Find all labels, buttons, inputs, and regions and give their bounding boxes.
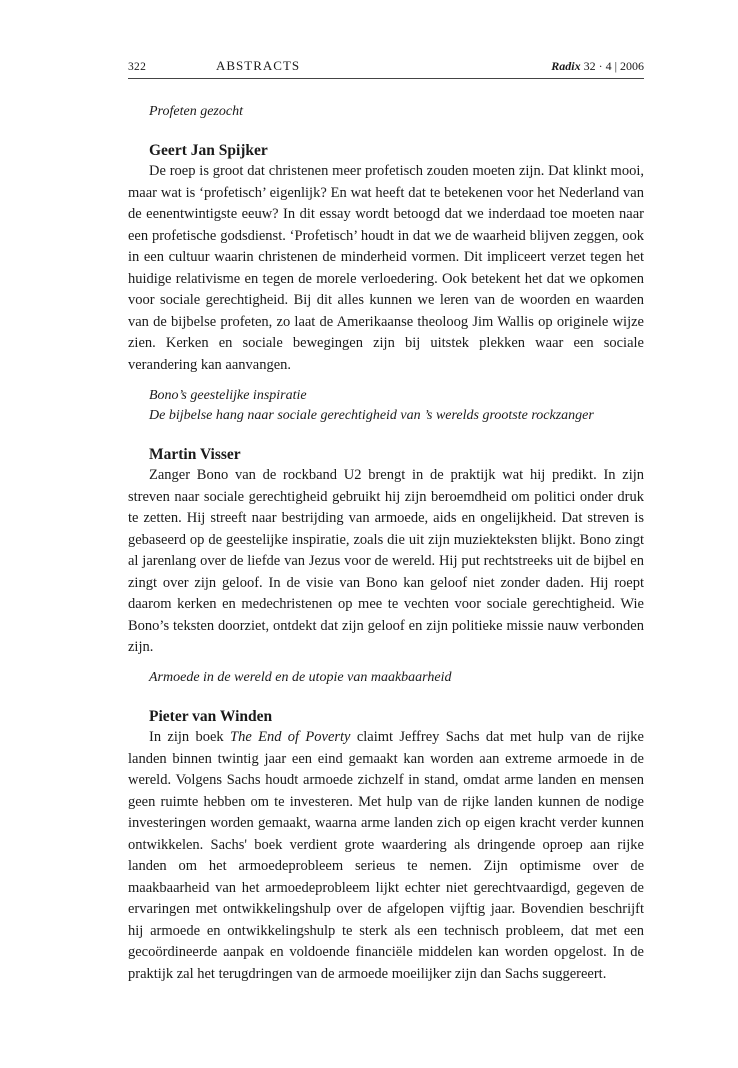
page	[128, 56, 644, 982]
book-title: The End of Poverty	[230, 729, 351, 745]
abstract-author: Martin Visser	[149, 446, 241, 463]
body-text-start: In zijn boek	[149, 729, 231, 745]
abstract-body	[128, 727, 644, 985]
section-title: ABSTRACTS	[216, 58, 301, 73]
abstract-spijker	[128, 102, 644, 376]
body-text-end: claimt Jeffrey Sachs dat met hulp van de rijke landen binnen twintig jaar een eind gemaakt kan worden aan extreme armoede in de wereld. Volgens Sachs houdt armoede zichzelf in stand, omdat arme landen en mensen geen ruimte hebben om te investeren. Met hulp van de rijke landen kunnen de nodige investeringen worden gemaakt, waarna arme landen zich op eigen kracht verder kunnen ontwikkelen. Sachs' boek verdient grote waardering als dringende oproep aan rijke landen om het armoedeprobleem serieus te nemen. Zijn optimisme over de maakbaarheid van het armoedeprobleem lijkt echter niet gerechtvaardigd, gegeven de ervaringen met ontwikkelingshulp over de afgelopen vijftig jaar. Bovendien beschrijft hij armoede en ontwikkelingshulp te sterk als een technisch probleem, dat met een gecoördineerde aanpak en voldoende financiële middelen kan worden opgelost. In de praktijk zal het terugdringen van de armoede moeilijker zijn dan Sachs suggereert.	[128, 729, 644, 982]
abstract-visser	[128, 386, 644, 659]
abstract-van-winden	[128, 668, 644, 985]
abstract-author: Pieter van Winden	[149, 708, 273, 725]
journal-reference	[551, 56, 644, 76]
running-header	[128, 56, 644, 79]
abstract-body: Zanger Bono van de rockband U2 brengt in de praktijk wat hij predikt. In zijn streven naar sociale gerechtigheid gebruikt hij zijn beroemdheid om politici onder druk te zetten. Hij streeft naar bestrijding van armoede, aids en ongelijkheid. Dat streven is gebaseerd op de geestelijke inspiratie, zoals die uit zijn muziekteksten blijkt. Bono zingt al jarenlang over de liefde van Jezus voor de wereld. Hij put rechtstreeks uit de bijbel en zingt over zijn geloof. In de visie van Bono kan geloof niet zonder daden. Hij roept daarom kerken en medechristenen op mee te vechten voor sociale gerechtigheid. Wie Bono’s teksten doorziet, ontdekt dat zijn geloof en zijn politieke missie nauw verbonden zijn.	[128, 467, 644, 655]
page-number: 322	[128, 61, 147, 73]
abstract-title: Armoede in de wereld en de utopie van maakbaarheid	[149, 670, 452, 685]
journal-issue: 32 · 4 | 2006	[583, 59, 644, 73]
abstract-body: De roep is groot dat christenen meer profetisch zouden moeten zijn. Dat klinkt mooi, maar wat is ‘profetisch’ eigenlijk? En wat heeft dat te betekenen voor het Nederland van de eenentwintigste eeuw? In dit essay wordt betoogd dat we inderdaad toe moeten naar een profetische godsdienst. ‘Profetisch’ houdt in dat we de waarheid blijven zeggen, ook in een cultuur waarin christenen de minderheid vormen. Dit impliceert verzet tegen het huidige relativisme en tegen de morele verloedering. Ook betekent het dat we opkomen voor sociale gerechtigheid. Bij dit alles kunnen we leren van de woorden en waarden van de bijbelse profeten, zo laat de Amerikaanse theoloog Jim Wallis op originele wijze zien. Kerken en sociale bewegingen zijn bij uitstek plekken waar een sociale verandering kan aanvangen.	[128, 163, 644, 373]
abstract-subtitle: De bijbelse hang naar sociale gerechtigheid van ’s werelds grootste rockzanger	[149, 408, 594, 423]
abstract-title: Bono’s geestelijke inspiratie	[149, 388, 307, 403]
abstract-author: Geert Jan Spijker	[149, 142, 268, 159]
abstract-title: Profeten gezocht	[149, 104, 243, 119]
journal-name: Radix	[551, 59, 581, 73]
